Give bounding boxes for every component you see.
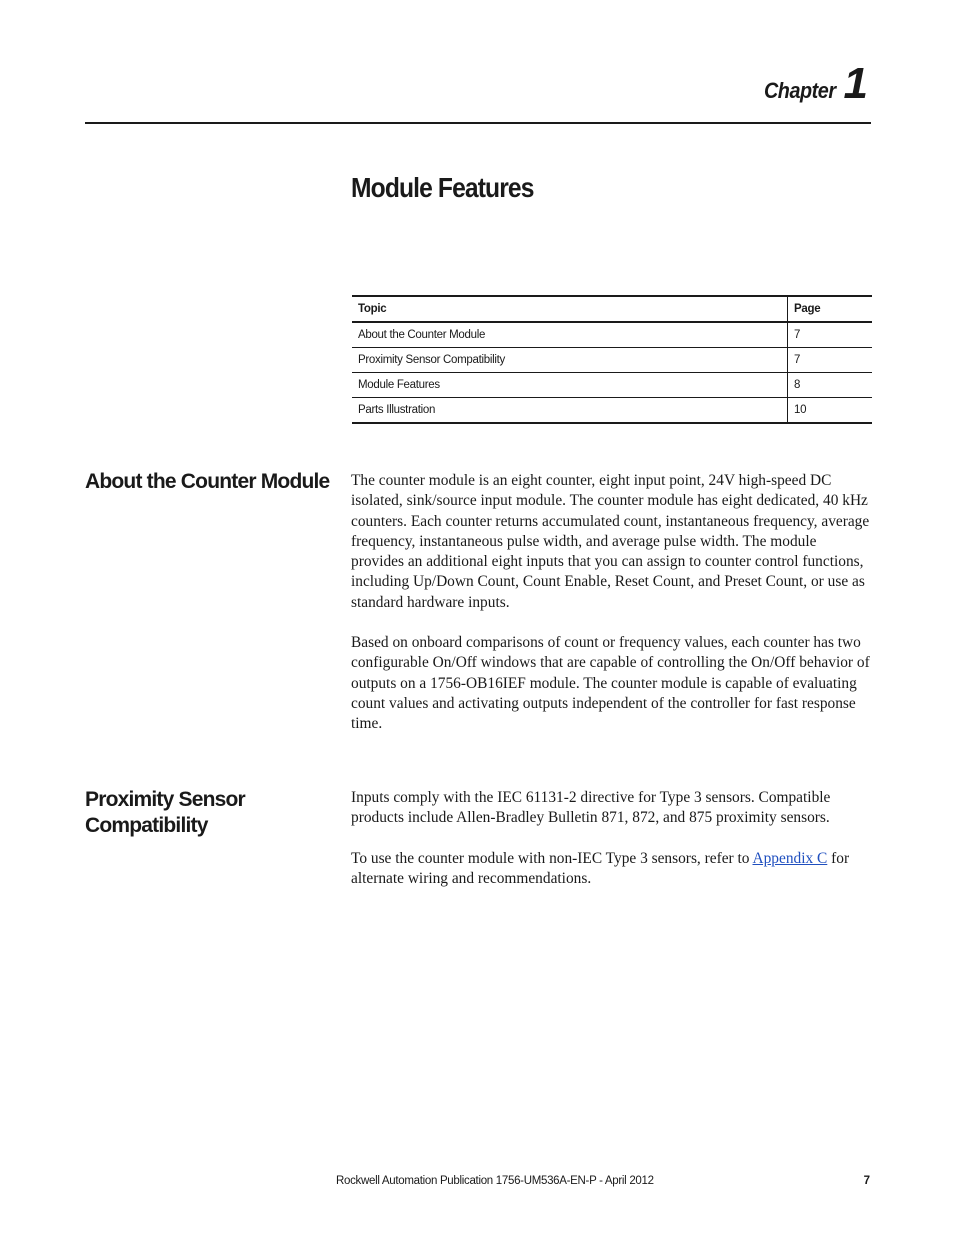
table-cell-page: 10: [788, 398, 873, 424]
table-cell-topic: Parts Illustration: [352, 398, 788, 424]
table-cell-topic: About the Counter Module: [352, 322, 788, 348]
table-row: [352, 398, 872, 424]
chapter-label: [756, 59, 868, 108]
section-heading-about: About the Counter Module: [85, 470, 330, 493]
table-cell-page: 7: [788, 322, 873, 348]
page-title: Module Features: [351, 172, 534, 203]
topics-table: [352, 295, 872, 424]
table-row: [352, 373, 872, 398]
paragraph-with-link: [351, 849, 871, 890]
section-body-about: [351, 471, 871, 755]
footer-page-number: 7: [863, 1175, 870, 1187]
section-heading-proximity: Proximity Sensor Compatibility: [85, 788, 245, 837]
table-row: [352, 348, 872, 373]
table-row: [352, 322, 872, 348]
paragraph: Inputs comply with the IEC 61131-2 directive for Type 3 sensors. Compatible products include Allen-Bradley Bulletin 871, 872, and 875 proximity sensors.: [351, 789, 831, 827]
chapter-divider: [85, 122, 871, 124]
table-cell-topic: Proximity Sensor Compatibility: [352, 348, 788, 373]
chapter-number: 1: [843, 59, 868, 108]
appendix-c-link[interactable]: Appendix C: [752, 849, 828, 867]
table-header-row: [352, 296, 872, 322]
section-body-proximity: [351, 788, 871, 909]
paragraph-text: To use the counter module with non-IEC Type 3 sensors, refer to: [351, 849, 753, 867]
paragraph: The counter module is an eight counter, eight input point, 24V high-speed DC isolated, sink/source input module. The counter module has eight dedicated, 40 kHz counters. Each counter returns accumulated count, instantaneous frequency, average frequency, instantaneous pulse width, and average pulse width. The module provides an additional eight inputs that you can assign to counter control functions, including Up/Down Count, Count Enable, Reset Count, and Preset Count, or use as standard hardware inputs.: [351, 472, 870, 611]
chapter-word: Chapter: [763, 78, 836, 103]
table-cell-page: 8: [788, 373, 873, 398]
table-cell-page: 7: [788, 348, 873, 373]
footer-publication: Rockwell Automation Publication 1756-UM536A-EN-P - April 2012: [336, 1175, 654, 1187]
paragraph: Based on onboard comparisons of count or frequency values, each counter has two configurable On/Off windows that are capable of controlling the On/Off behavior of outputs on a 1756-OB16IEF module. The counter module is capable of evaluating count values and activating outputs independent of the controller for fast response time.: [351, 634, 870, 733]
paragraph-text: for alternate wiring and recommendations.: [351, 849, 850, 887]
table-header-page: Page: [788, 296, 873, 322]
table-header-topic: Topic: [352, 296, 788, 322]
table-cell-topic: Module Features: [352, 373, 788, 398]
